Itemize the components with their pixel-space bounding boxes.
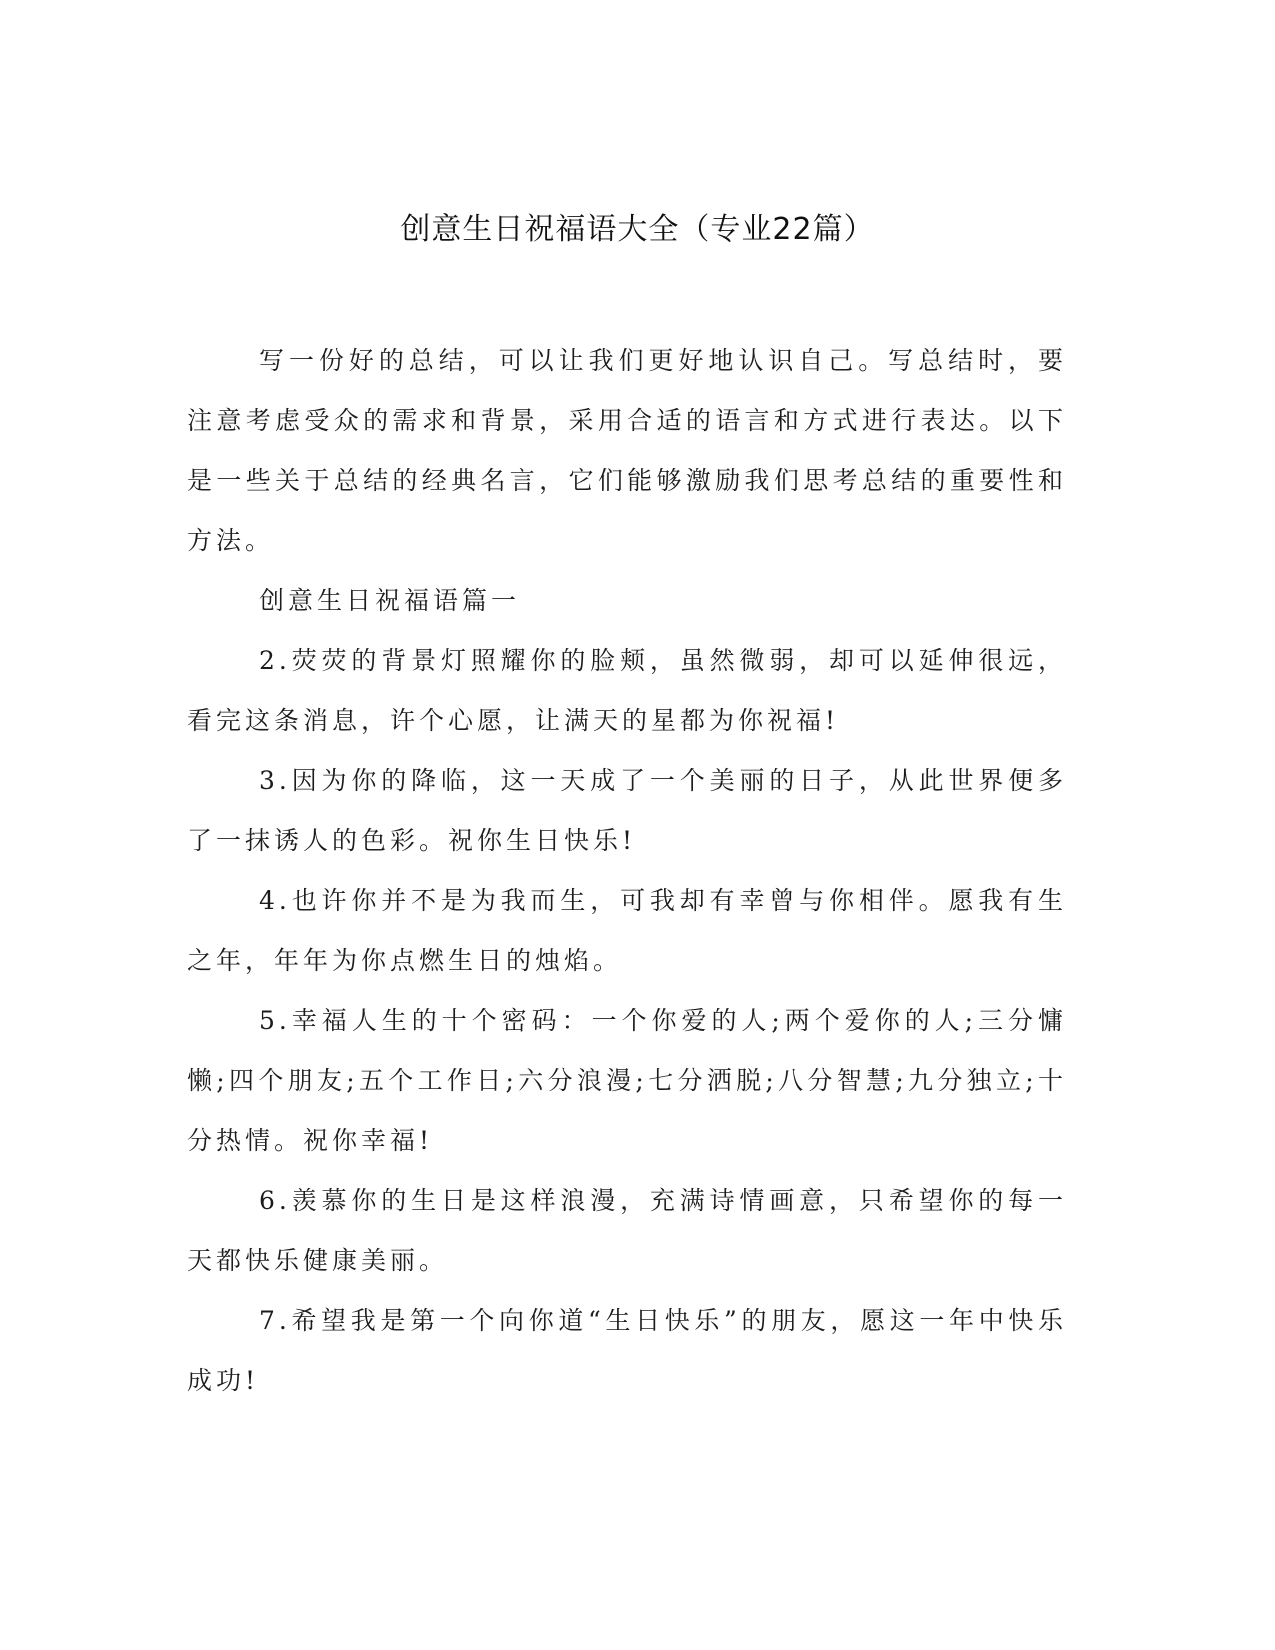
wish-paragraph: 7.希望我是第一个向你道“生日快乐”的朋友，愿这一年中快乐成功! bbox=[187, 1306, 1067, 1395]
wish-paragraph: 5.幸福人生的十个密码：一个你爱的人;两个爱你的人;三分慵懒;四个朋友;五个工作日;六分浪漫;七分洒脱;八分智慧;九分独立;十分热情。祝你幸福! bbox=[187, 1006, 1067, 1155]
intro-paragraph: 写一份好的总结，可以让我们更好地认识自己。写总结时，要注意考虑受众的需求和背景，采用合适的语言和方式进行表达。以下是一些关于总结的经典名言，它们能够激励我们思考总结的重要性和方法。 bbox=[187, 346, 1067, 555]
wish-paragraph: 2.荧荧的背景灯照耀你的脸颊，虽然微弱，却可以延伸很远，看完这条消息，许个心愿，让满天的星都为你祝福! bbox=[187, 646, 1067, 735]
document-title: 创意生日祝福语大全（专业22篇） bbox=[400, 212, 875, 247]
document-body bbox=[187, 331, 1067, 1411]
wish-paragraph: 3.因为你的降临，这一天成了一个美丽的日子，从此世界便多了一抹诱人的色彩。祝你生日快乐! bbox=[187, 766, 1067, 855]
wish-paragraph: 6.羡慕你的生日是这样浪漫，充满诗情画意，只希望你的每一天都快乐健康美丽。 bbox=[187, 1186, 1067, 1275]
wish-paragraph: 4.也许你并不是为我而生，可我却有幸曾与你相伴。愿我有生之年，年年为你点燃生日的烛焰。 bbox=[187, 886, 1067, 975]
section-heading: 创意生日祝福语篇一 bbox=[259, 586, 521, 615]
